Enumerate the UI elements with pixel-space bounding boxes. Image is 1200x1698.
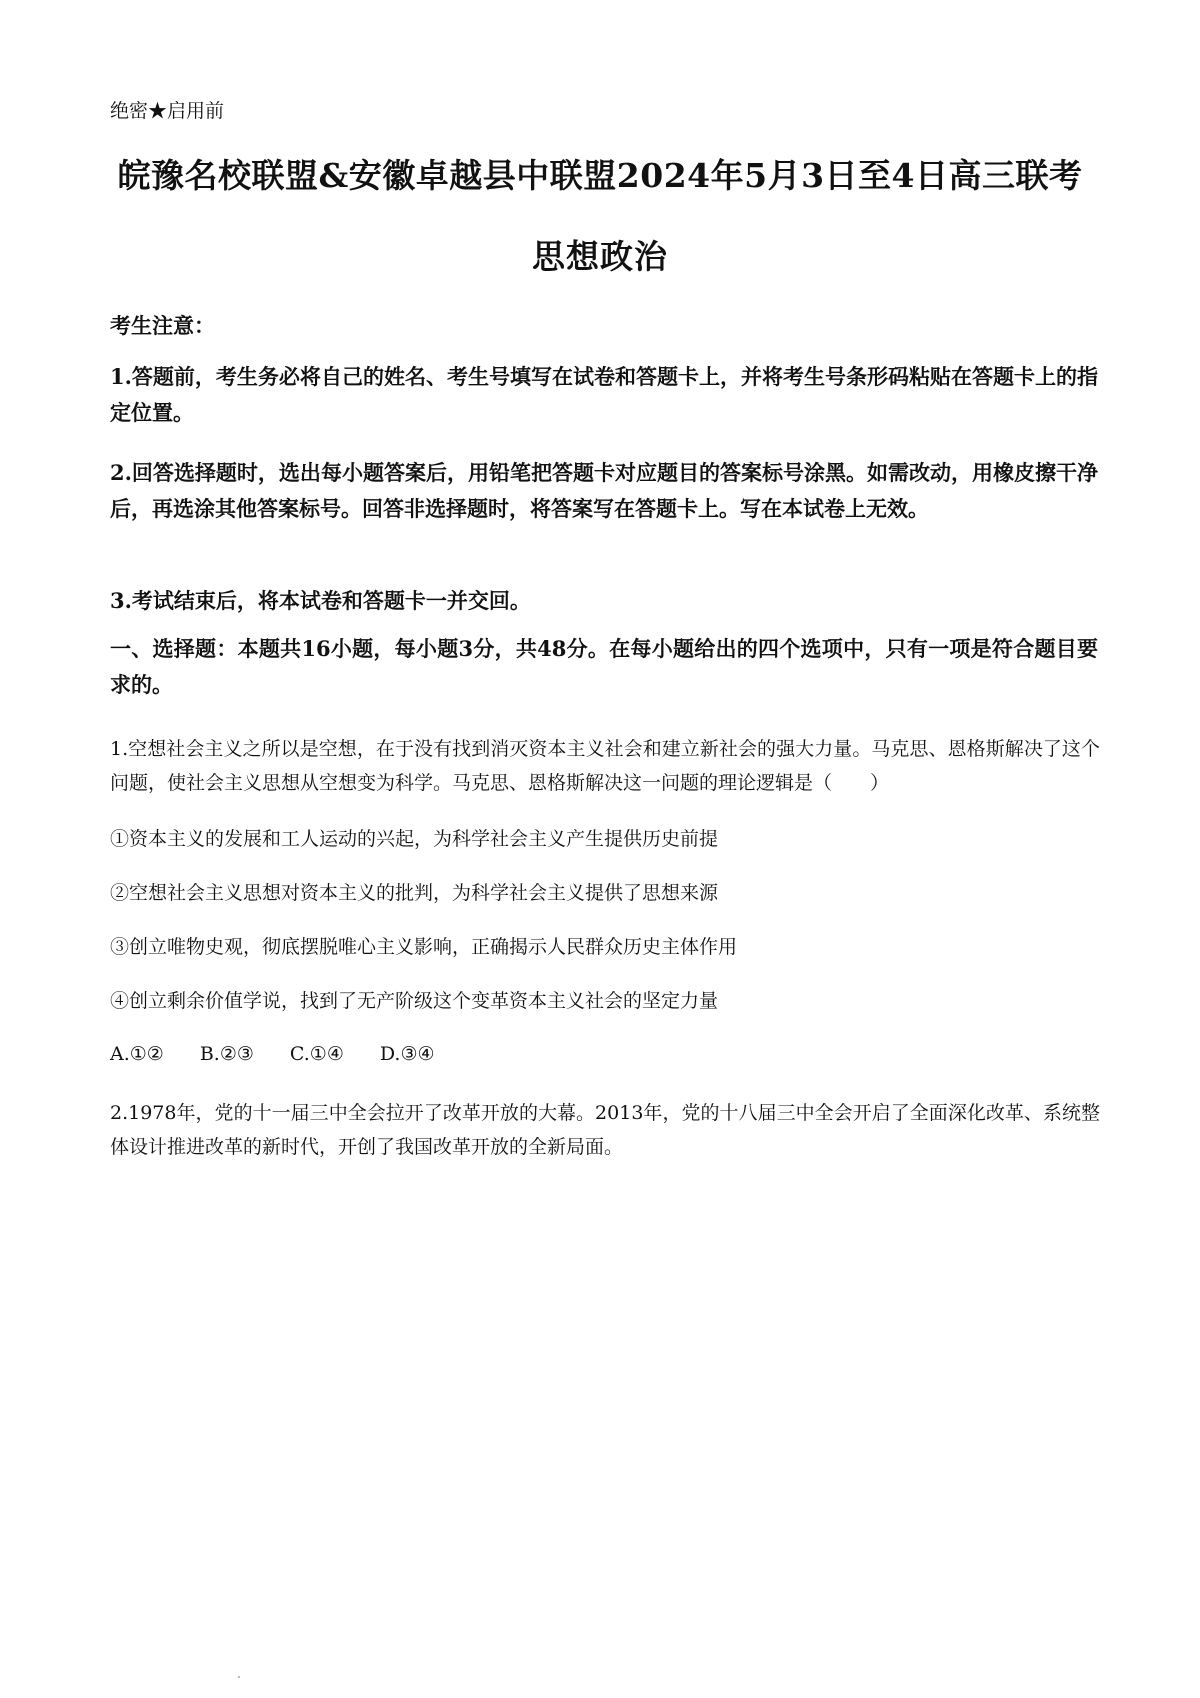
exam-title: 皖豫名校联盟&安徽卓越县中联盟2024年5月3日至4日高三联考 xyxy=(117,156,1083,195)
exam-subject: 思想政治 xyxy=(532,237,668,276)
footer-mark xyxy=(238,1676,240,1678)
option-a: A.①② xyxy=(110,1043,164,1065)
question-1-stem: 1.空想社会主义之所以是空想，在于没有找到消灭资本主义社会和建立新社会的强大力量。马克思、恩格斯解决了这个问题，使社会主义思想从空想变为科学。马克思、恩格斯解决这一问题的理论逻辑是（ ） xyxy=(110,738,1100,794)
question-1-statement-2: ②空想社会主义思想对资本主义的批判，为科学社会主义提供了思想来源 xyxy=(110,882,719,904)
option-c: C.①④ xyxy=(289,1043,344,1065)
question-2-stem: 2.1978年，党的十一届三中全会拉开了改革开放的大幕。2013年，党的十八届三中全会开启了全面深化改革、系统整体设计推进改革的新时代，开创了我国改革开放的全新局面。 xyxy=(110,1102,1100,1158)
notes-heading: 考生注意： xyxy=(110,313,215,338)
option-d: D.③④ xyxy=(379,1043,435,1065)
note-item-2: 2.回答选择题时，选出每小题答案后，用铅笔把答题卡对应题目的答案标号涂黑。如需改动，用橡皮擦干净后，再选涂其他答案标号。回答非选择题时，将答案写在答题卡上。写在本试卷上无效。 xyxy=(110,460,1098,521)
note-item-3: 3.考试结束后，将本试卷和答题卡一并交回。 xyxy=(110,588,531,613)
section-heading-multiple-choice: 一、选择题：本题共16小题，每小题3分，共48分。在每小题给出的四个选项中，只有一项是符合题目要求的。 xyxy=(110,636,1098,697)
confidential-label: 绝密★启用前 xyxy=(110,100,225,122)
option-b: B.②③ xyxy=(199,1043,254,1065)
note-item-1: 1.答题前，考生务必将自己的姓名、考生号填写在试卷和答题卡上，并将考生号条形码粘贴在答题卡上的指定位置。 xyxy=(110,364,1098,425)
question-1-options xyxy=(110,1039,471,1069)
question-1-statement-4: ④创立剩余价值学说，找到了无产阶级这个变革资本主义社会的坚定力量 xyxy=(110,990,719,1012)
question-1-statement-1: ①资本主义的发展和工人运动的兴起，为科学社会主义产生提供历史前提 xyxy=(110,828,719,850)
question-1-statement-3: ③创立唯物史观，彻底摆脱唯心主义影响，正确揭示人民群众历史主体作用 xyxy=(110,936,738,958)
